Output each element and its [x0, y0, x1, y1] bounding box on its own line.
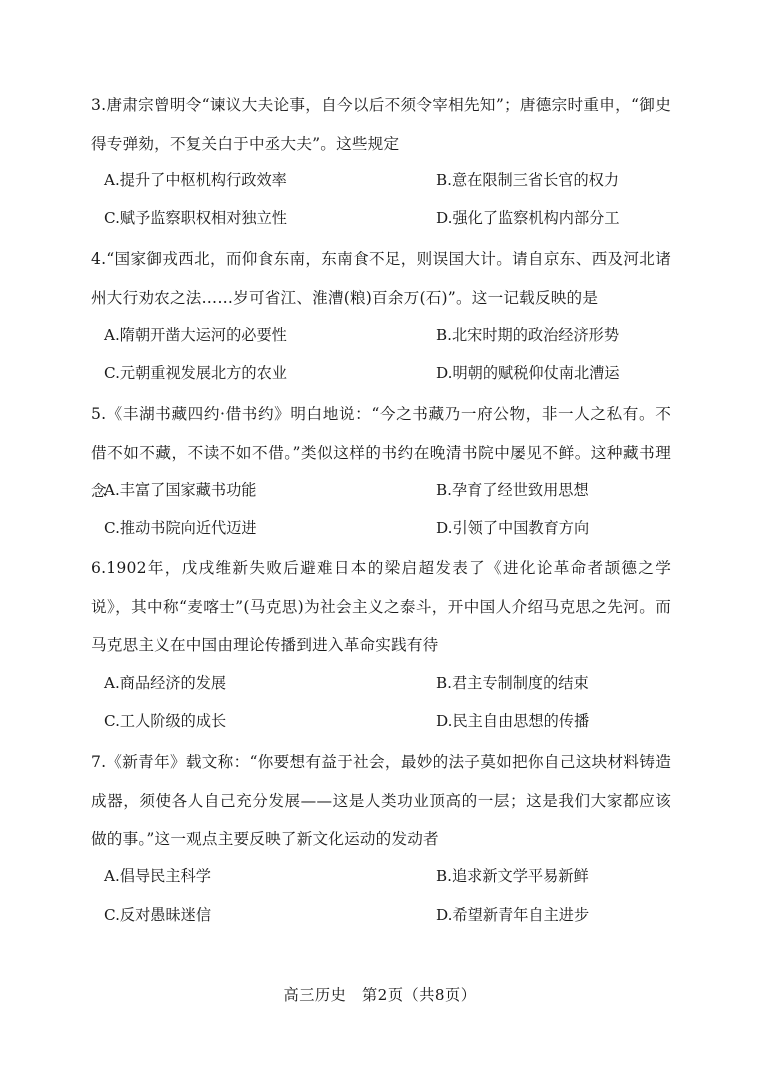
- question-6-option-d: D.民主自由思想的传播: [436, 712, 590, 730]
- question-4-option-c: C.元朝重视发展北方的农业: [104, 364, 287, 382]
- question-5-option-b: B.孕育了经世致用思想: [436, 481, 589, 499]
- question-5-stem: 5.《丰湖书藏四约·借书约》明白地说：“今之书藏乃一府公物，非一人之私有。不借不如不藏，不读不如不借。”类似这样的书约在晚清书院中屡见不鲜。这种藏书理念: [91, 405, 671, 500]
- question-7-option-c: C.反对愚昧迷信: [104, 906, 212, 924]
- question-3-stem: 3.唐肃宗曾明令“谏议大夫论事，自今以后不须令宰相先知”；唐德宗时重申，“御史得专弹劾，不复关白于中丞大夫”。这些规定: [91, 96, 671, 153]
- question-3-option-b: B.意在限制三省长官的权力: [436, 171, 620, 189]
- question-6-option-b: B.君主专制制度的结束: [436, 674, 589, 692]
- question-3-option-a: A.提升了中枢机构行政效率: [104, 171, 287, 189]
- question-4-option-b: B.北宋时期的政治经济形势: [436, 326, 620, 344]
- question-7-option-b: B.追求新文学平易新鲜: [436, 867, 589, 885]
- question-7-stem: 7.《新青年》载文称：“你要想有益于社会，最妙的法子莫如把你自己这块材料铸造成器，须使各人自己充分发展——这是人类功业顶高的一层；这是我们大家都应该做的事。”这一观点主要反映了新文化运动的发动者: [91, 753, 671, 848]
- question-5-option-d: D.引领了中国教育方向: [436, 519, 590, 537]
- question-7-option-d: D.希望新青年自主进步: [436, 906, 590, 924]
- question-3-option-d: D.强化了监察机构内部分工: [436, 209, 620, 227]
- question-7-option-a: A.倡导民主科学: [104, 867, 211, 885]
- question-4-stem: 4.“国家御戎西北，而仰食东南，东南食不足，则误国大计。请自京东、西及河北诸州大行劝农之法……岁可省江、淮漕(粮)百余万(石)”。这一记载反映的是: [91, 250, 671, 307]
- question-6-stem: 6.1902年，戊戌维新失败后避难日本的梁启超发表了《进化论革命者颉德之学说》，其中称“麦喀士”(马克思)为社会主义之泰斗，开中国人介绍马克思之先河。而马克思主义在中国由理论传播到进入革命实践有待: [91, 559, 671, 654]
- question-3-option-c: C.赋予监察职权相对独立性: [104, 209, 287, 227]
- question-6-option-c: C.工人阶级的成长: [104, 712, 227, 730]
- page-footer: 高三历史 第2页（共8页）: [283, 986, 477, 1004]
- question-5-option-a: A.丰富了国家藏书功能: [104, 481, 257, 499]
- question-4-option-a: A.隋朝开凿大运河的必要性: [104, 326, 287, 344]
- question-4-option-d: D.明朝的赋税仰仗南北漕运: [436, 364, 620, 382]
- question-6-option-a: A.商品经济的发展: [104, 674, 227, 692]
- question-5-option-c: C.推动书院向近代迈进: [104, 519, 257, 537]
